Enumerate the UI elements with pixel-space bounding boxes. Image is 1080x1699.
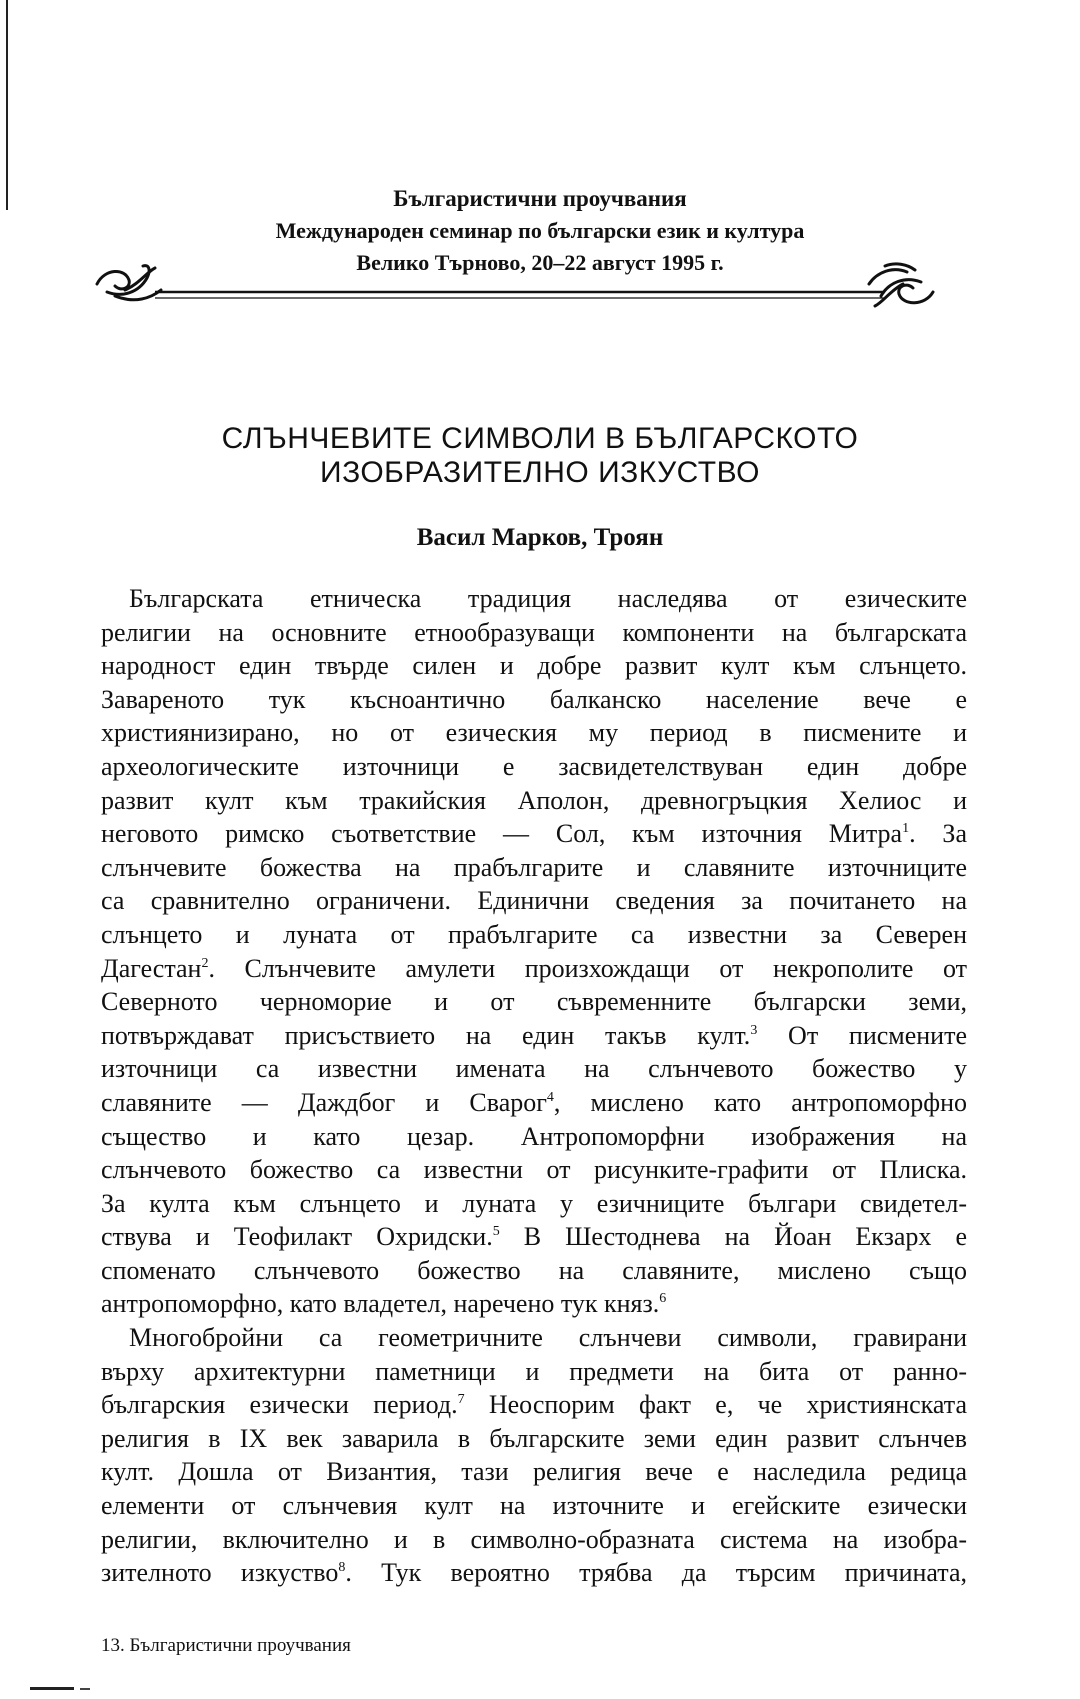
series-title: Българистични проучвания xyxy=(393,186,687,211)
text-line: българския езически период.$^7$ Неоспорим факт е, че християнската xyxy=(101,1390,967,1420)
seminar-place-date: Велико Търново, 20–22 август 1995 г. xyxy=(356,250,724,275)
text-line: Дагестан$^2$. Слънчевите амулети произхождащи от некрополите от xyxy=(101,953,967,983)
text-line: слънчевото божество са известни от рисунките-графити от Плиска. xyxy=(101,1155,967,1185)
article-title xyxy=(0,422,1080,490)
footnote-ref: 7 xyxy=(457,1392,465,1408)
scan-edge-mark xyxy=(6,0,8,210)
text-line: Завареното тук късноантично балканско население вече е xyxy=(101,684,967,714)
footnote-ref: 4 xyxy=(546,1089,554,1105)
seminar-title: Международен семинар по български език и култура xyxy=(275,218,805,243)
text-line: Многобройни са геометричните слънчеви символи, гравирани xyxy=(129,1323,967,1353)
text-line: религия в IX век заварила в българските земи един развит слънчев xyxy=(101,1423,967,1453)
text-line: върху архитектурни паметници и предмети на бита от ранно- xyxy=(101,1356,967,1386)
text-line: култ. Дошла от Византия, тази религия вече е наследила редица xyxy=(101,1457,967,1487)
text-line: слънчевите божества на прабългарите и славяните източниците xyxy=(101,852,967,882)
page-footer: 13. Българистични проучвания xyxy=(101,1635,351,1656)
text-line: Българската етническа традиция наследява от езическите xyxy=(129,584,967,613)
text-line: славяните — Даждбог и Сварог$^4$, мислено като антропоморфно xyxy=(101,1087,967,1117)
article-title-line-1: СЛЪНЧЕВИТЕ СИМВОЛИ В БЪЛГАРСКОТО xyxy=(221,422,859,455)
text-line: Северното черноморие и от съвременните български земи, xyxy=(101,987,967,1017)
footnote-ref: 1 xyxy=(902,821,910,837)
text-line: зителното изкуство$^8$. Тук вероятно трябва да търсим причината, xyxy=(101,1558,968,1588)
text-line: споменато слънчевото божество на славяните, мислено също xyxy=(101,1255,967,1285)
text-line: потвърждават присъствието на един такъв култ.$^3$ От писмените xyxy=(101,1020,968,1050)
article-author: Васил Марков, Троян xyxy=(416,524,664,551)
text-line: са сравнително ограничени. Единични сведения за почитането на xyxy=(101,886,967,916)
header-ornament-divider xyxy=(95,262,935,310)
footnote-ref: 2 xyxy=(201,955,209,971)
paragraph-2 xyxy=(101,1321,967,1590)
footnote-ref: 8 xyxy=(338,1560,346,1576)
text-line: християнизирано, но от езическия му период в писмените и xyxy=(101,718,967,748)
text-line: източници са известни имената на слънчевото божество у xyxy=(101,1054,967,1084)
footnote-ref: 6 xyxy=(659,1291,667,1307)
text-line: За култа към слънцето и луната у езичниците българи свидетел- xyxy=(101,1188,967,1218)
footnote-ref: 3 xyxy=(750,1022,758,1038)
text-line: елементи от слънчевия култ на източните и егейските езически xyxy=(101,1491,967,1521)
text-line: антропоморфно, като владетел, наречено тук княз.$^6$ xyxy=(101,1289,667,1319)
scan-edge-mark xyxy=(30,1687,74,1690)
text-line: народност един твърде силен и добре развит култ към слънцето. xyxy=(101,651,967,681)
text-line: археологическите източници е засвидетелствуван един добре xyxy=(101,751,967,781)
text-line: ствува и Теофилакт Охридски.$^5$ В Шестоднева на Йоан Екзарх е xyxy=(101,1222,967,1252)
scan-edge-mark xyxy=(80,1688,90,1690)
text-line: религии, включително и в символно-образната система на изобра- xyxy=(101,1524,967,1554)
text-line: слънцето и луната от прабългарите са известни за Северен xyxy=(101,919,967,949)
text-line: същество и като цезар. Антропоморфни изображения на xyxy=(101,1121,967,1151)
text-line: неговото римско съответствие — Сол, към източния Митра$^1$. За xyxy=(101,819,967,849)
text-line: развит култ към тракийския Аполон, древногръцкия Хелиос и xyxy=(101,785,967,815)
article-body xyxy=(101,582,967,1590)
text-line: религии на основните етнообразуващи компоненти на българската xyxy=(101,617,967,647)
paragraph-1 xyxy=(101,582,967,1321)
footnote-ref: 5 xyxy=(492,1224,500,1240)
article-title-line-2: ИЗОБРАЗИТЕЛНО ИЗКУСТВО xyxy=(320,456,760,489)
